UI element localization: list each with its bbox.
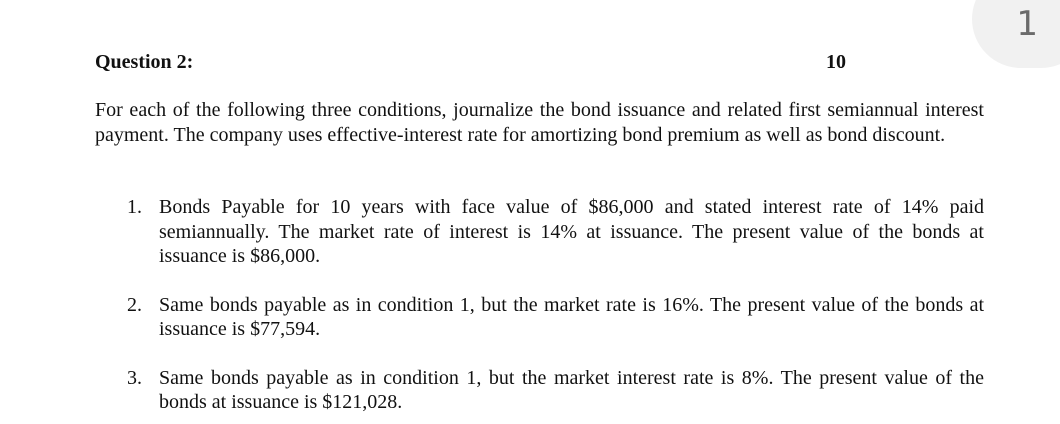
condition-text: Same bonds payable as in condition 1, but the market interest rate is 8%. The present value of the bonds at issuance is $121,028. bbox=[159, 366, 984, 413]
condition-number: 1. bbox=[127, 196, 142, 218]
condition-text: Bonds Payable for 10 years with face value of $86,000 and stated interest rate of 14% paid semiannually. The market rate of interest is 14% at issuance. The present value of the bonds at issuance is $86,000. bbox=[159, 196, 984, 267]
condition-number: 2. bbox=[127, 293, 142, 316]
question-points: 10 bbox=[826, 51, 846, 73]
condition-item-3 bbox=[127, 366, 984, 415]
condition-number: 3. bbox=[127, 366, 142, 389]
question-intro: For each of the following three conditions, journalize the bond issuance and related first semiannual interest payment. The company uses effective-interest rate for amortizing bond premium as well as bond discount. bbox=[95, 99, 984, 146]
page-number: 1 bbox=[1016, 4, 1038, 44]
condition-list bbox=[127, 195, 984, 415]
condition-item-1 bbox=[127, 195, 984, 269]
condition-text: Same bonds payable as in condition 1, but the market rate is 16%. The present value of the bonds at issuance is $77,594. bbox=[159, 293, 984, 340]
question-title: Question 2: bbox=[95, 51, 194, 73]
condition-item-2 bbox=[127, 293, 984, 342]
